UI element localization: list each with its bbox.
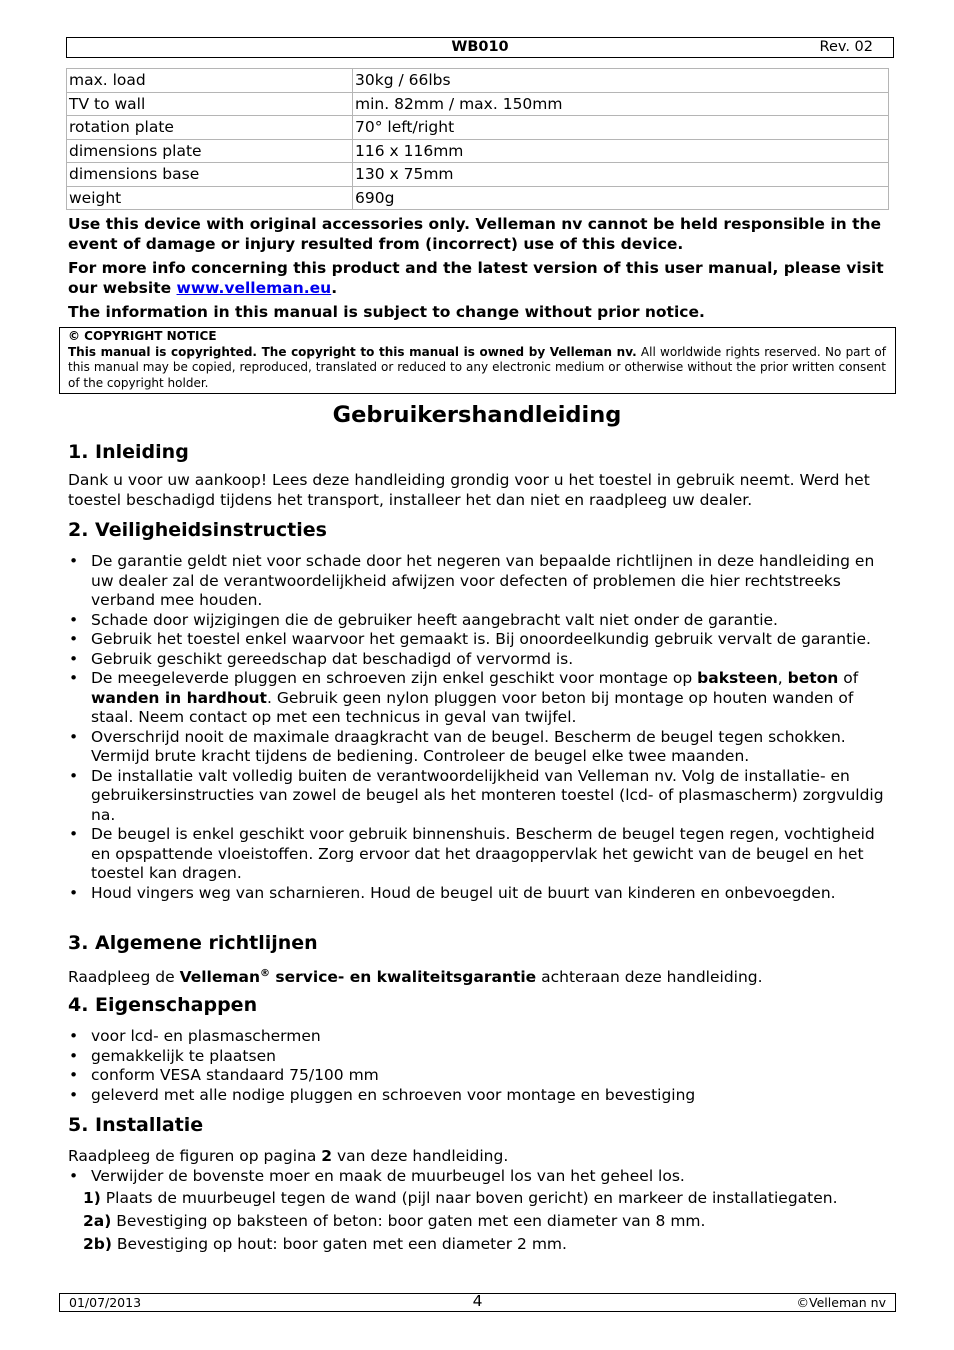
list-item: • Verwijder de bovenste moer en maak de muurbeugel los van het geheel los. [68, 1167, 890, 1187]
table-row [67, 163, 889, 187]
table-row [67, 92, 889, 116]
document-title: Gebruikershandleiding [332, 402, 622, 428]
spec-key: TV to wall [67, 92, 353, 116]
list-item: • gemakkelijk te plaatsen [68, 1047, 890, 1067]
list-item: • De garantie geldt niet voor schade door het negeren van bepaalde richtlijnen in deze handleiding en uw dealer zal de verantwoordelijkheid afwijzen voor defecten of problemen die hier rechtstreeks verband mee houden. [68, 552, 890, 611]
page-header [66, 37, 894, 58]
heading-inleiding: 1. Inleiding [68, 441, 189, 463]
footer-date: 01/07/2013 [69, 1295, 142, 1310]
table-row [67, 139, 889, 163]
heading-installatie: 5. Installatie [68, 1114, 204, 1136]
intro-text: Dank u voor uw aankoop! Lees deze handleiding grondig voor u het toestel in gebruik neemt. Werd het toestel beschadigd tijdens het transport, installeer het dan niet en raadpleeg uw dealer. [68, 471, 870, 509]
revision: Rev. 02 [819, 39, 873, 55]
specifications-table [66, 68, 889, 210]
spec-value: 70° left/right [353, 116, 889, 140]
heading-eigenschappen: 4. Eigenschappen [68, 994, 258, 1016]
table-row [67, 186, 889, 210]
copyright-notice [59, 327, 896, 394]
spec-value: 30kg / 66lbs [353, 69, 889, 93]
accessories-note: Use this device with original accessories only. Velleman nv cannot be held responsible in the event of damage or injury resulted from (incorrect) use of this device. [68, 215, 882, 253]
website-link[interactable]: www.velleman.eu [176, 279, 332, 297]
features-list [68, 1027, 890, 1105]
spec-key: weight [67, 186, 353, 210]
page-number: 4 [472, 1292, 483, 1310]
install-step: 1) Plaats de muurbeugel tegen de wand (pijl naar boven gericht) en markeer de installatiegaten. [83, 1189, 838, 1207]
list-item: • De meegeleverde pluggen en schroeven zijn enkel geschikt voor montage op baksteen, beton of wanden in hardhout. Gebruik geen nylon pluggen voor beton bij montage op houten wanden of staal. Neem contact op met een technicus in geval van twijfel. [68, 669, 890, 728]
safety-list [68, 552, 890, 903]
table-row [67, 69, 889, 93]
list-item: • Schade door wijzigingen die de gebruiker heeft aangebracht valt niet onder de garantie. [68, 611, 890, 631]
list-item: • Houd vingers weg van scharnieren. Houd de beugel uit de buurt van kinderen en onbevoegden. [68, 884, 890, 904]
list-item: • Gebruik het toestel enkel waarvoor het gemaakt is. Bij onoordeelkundig gebruik vervalt de garantie. [68, 630, 890, 650]
spec-value: min. 82mm / max. 150mm [353, 92, 889, 116]
spec-value: 130 x 75mm [353, 163, 889, 187]
install-list [68, 1167, 890, 1187]
list-item: • Gebruik geschikt gereedschap dat beschadigd of vervormd is. [68, 650, 890, 670]
copyright-text: This manual is copyrighted. The copyright to this manual is owned by Velleman nv. All worldwide rights reserved. No part of this manual may be copied, reproduced, translated or reduced to any electronic medium or otherwise without the prior written consent of the copyright holder. [68, 344, 886, 390]
install-intro: Raadpleeg de figuren op pagina 2 van deze handleiding. [68, 1147, 509, 1165]
list-item: • geleverd met alle nodige pluggen en schroeven voor montage en bevestiging [68, 1086, 890, 1106]
more-info-note: For more info concerning this product and the latest version of this user manual, please visit our website www.velleman.eu. [68, 259, 884, 297]
general-text: Raadpleeg de Velleman® service- en kwaliteitsgarantie achteraan deze handleiding. [68, 968, 763, 987]
list-item: • conform VESA standaard 75/100 mm [68, 1066, 890, 1086]
spec-value: 690g [353, 186, 889, 210]
spec-key: dimensions plate [67, 139, 353, 163]
install-step: 2a) Bevestiging op baksteen of beton: boor gaten met een diameter van 8 mm. [83, 1212, 706, 1230]
heading-veiligheidsinstructies: 2. Veiligheidsinstructies [68, 519, 327, 541]
spec-key: max. load [67, 69, 353, 93]
change-notice: The information in this manual is subject to change without prior notice. [68, 303, 705, 321]
footer-copyright: ©Velleman nv [796, 1295, 886, 1310]
list-item: • De beugel is enkel geschikt voor gebruik binnenshuis. Bescherm de beugel tegen regen, vochtigheid en opspattende vloeistoffen. Zorg ervoor dat het draagoppervlak het gewicht van de beugel en het toestel kan dragen. [68, 825, 890, 884]
list-item: • Overschrijd nooit de maximale draagkracht van de beugel. Bescherm de beugel tegen schokken. Vermijd brute kracht tijdens de bediening. Controleer de beugel elke twee maanden. [68, 728, 890, 767]
list-item: • voor lcd- en plasmaschermen [68, 1027, 890, 1047]
table-row [67, 116, 889, 140]
spec-key: dimensions base [67, 163, 353, 187]
spec-key: rotation plate [67, 116, 353, 140]
list-item: • De installatie valt volledig buiten de verantwoordelijkheid van Velleman nv. Volg de installatie- en gebruikersinstructies van zowel de beugel als het monteren toestel (lcd- of plasmascherm) zorgvuldig na. [68, 767, 890, 826]
model-number: WB010 [451, 39, 509, 55]
copyright-title: © COPYRIGHT NOTICE [68, 329, 217, 343]
spec-value: 116 x 116mm [353, 139, 889, 163]
important-notes [68, 214, 888, 326]
page-footer [59, 1293, 896, 1312]
install-step: 2b) Bevestiging op hout: boor gaten met een diameter 2 mm. [83, 1235, 567, 1253]
heading-algemene-richtlijnen: 3. Algemene richtlijnen [68, 932, 318, 954]
